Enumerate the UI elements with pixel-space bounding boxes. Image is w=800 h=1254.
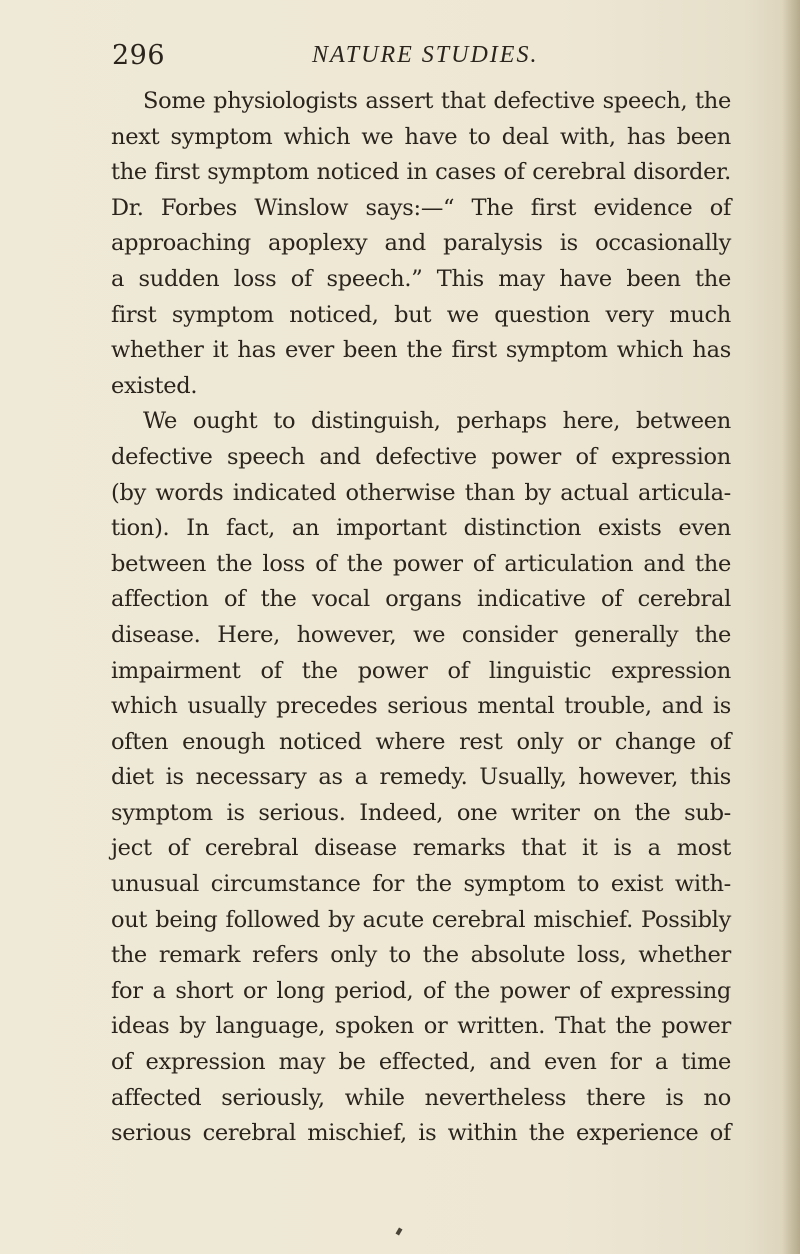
text-line: next symptom which we have to deal with, has been bbox=[111, 123, 731, 150]
text-line: diet is necessary as a remedy. Usually, however, this bbox=[111, 764, 731, 791]
text-line: a sudden loss of speech.” This may have been the bbox=[111, 265, 731, 292]
text-line: ideas by language, spoken or written. That the power bbox=[111, 1013, 731, 1040]
text-line: which usually precedes serious mental trouble, and is bbox=[111, 693, 731, 720]
text-line: existed. bbox=[111, 372, 198, 399]
body-text bbox=[111, 84, 731, 1152]
text-line: the first symptom noticed in cases of cerebral disorder. bbox=[111, 159, 731, 186]
text-line: whether it has ever been the first symptom which has bbox=[111, 337, 731, 364]
text-line: of expression may be effected, and even for a time bbox=[111, 1049, 731, 1076]
text-line: serious cerebral mischief, is within the experience of bbox=[111, 1120, 731, 1147]
text-line: disease. Here, however, we consider generally the bbox=[111, 621, 731, 648]
text-line: impairment of the power of linguistic expression bbox=[111, 657, 731, 684]
text-line: defective speech and defective power of expression bbox=[111, 443, 731, 470]
page-number: 296 bbox=[112, 40, 166, 71]
text-line: for a short or long period, of the power of expressing bbox=[111, 977, 731, 1004]
text-line: the remark refers only to the absolute loss, whether bbox=[111, 942, 731, 969]
text-line: symptom is serious. Indeed, one writer on the sub- bbox=[111, 799, 731, 826]
text-line: out being followed by acute cerebral mischief. Possibly bbox=[111, 906, 731, 933]
text-line: Some physiologists assert that defective speech, the bbox=[143, 88, 731, 114]
text-line: unusual circumstance for the symptom to exist with- bbox=[111, 871, 731, 898]
text-line: first symptom noticed, but we question very much bbox=[111, 301, 731, 328]
text-line: approaching apoplexy and paralysis is occasionally bbox=[111, 230, 731, 257]
text-line: We ought to distinguish, perhaps here, between bbox=[143, 408, 731, 435]
text-line: Dr. Forbes Winslow says:—“ The first evidence of bbox=[111, 194, 731, 221]
text-line: (by words indicated otherwise than by actual articula- bbox=[111, 479, 731, 506]
text-line: affection of the vocal organs indicative of cerebral bbox=[111, 586, 731, 613]
running-title: NATURE STUDIES. bbox=[312, 42, 539, 68]
text-line: between the loss of the power of articulation and the bbox=[111, 550, 731, 577]
text-line: ject of cerebral disease remarks that it is a most bbox=[111, 835, 731, 862]
page-header bbox=[112, 38, 722, 78]
signature-mark bbox=[396, 1227, 403, 1235]
text-line: affected seriously, while nevertheless there is no bbox=[111, 1084, 731, 1111]
text-line: tion). In fact, an important distinction exists even bbox=[111, 515, 731, 542]
text-line: often enough noticed where rest only or change of bbox=[111, 728, 731, 755]
page-edge-shadow bbox=[782, 0, 800, 1254]
